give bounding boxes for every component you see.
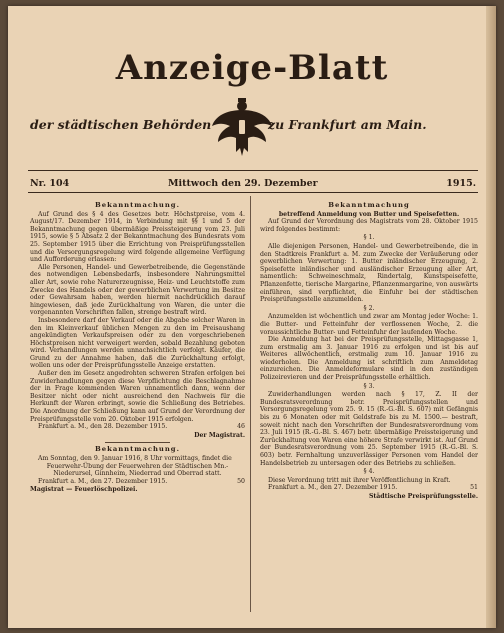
notice-paragraph: Auf Grund der Verordnung des Magistrats vom 28. Oktober 1915 wird folgendes bestimmt:: [260, 218, 478, 233]
top-rule: [28, 170, 478, 171]
notice-paragraph: Insbesondere darf der Verkauf oder die Abgabe solcher Waren in den im Kleinverkauf üblichen Mengen zu den im Preisaushang angekündigten Verkaufspreisen oder zu den vorgeschriebenen Höchstpreisen nicht verweigert werden, sobald Bezahlung geboten wird. Verhandlungen werden unnachsichtlich verfolgt. Käufer, die Grund zu der Annahme haben, daß die Zurückhaltung erfolgt, wollen uns oder der Preisprüfungsstelle Anzeige erstatten.: [30, 316, 245, 370]
notice-paragraph: Alle Personen, Handel- und Gewerbetreibende, die Gegenstände des notwendigen Lebensbedarfs, insbesondere Nahrungsmittel aller Art, sowie rohe Naturerzeugnisse, Heiz- und Leuchtstoffe zum Zwecke des Handels oder der gewerblichen Verwertung im Besitze oder Gewahrsam haben, werden hiermit nachdrücklich darauf hingewiesen, daß jede Zurückhaltung von Waren, die unter die vorgenannten Vorschriften fallen, strenge bestraft wird.: [30, 263, 245, 317]
column-divider: [250, 196, 251, 612]
masthead-subtitle-right: zu Frankfurt am Main.: [268, 117, 427, 132]
issue-year: 1915.: [446, 178, 476, 189]
notice-heading: Bekanntmachung.: [95, 201, 180, 209]
masthead-subtitle-left: der städtischen Behörden: [30, 117, 212, 132]
notice-paragraph: Diese Verordnung tritt mit ihrer Veröffentlichung in Kraft.: [268, 476, 451, 484]
newspaper-page: [8, 6, 496, 628]
notice-signature-place: [30, 423, 245, 431]
notice-subject: betreffend Anmeldung von Butter und Speisefetten.: [278, 210, 460, 218]
signature-place: Frankfurt a. M., den 28. Dezember 1915.: [38, 423, 168, 431]
notice-signature: [30, 486, 245, 494]
notice-paragraph: Alle diejenigen Personen, Handel- und Gewerbetreibende, die in den Stadtkreis Frankfurt a. M. zum Zwecke der Veräußerung oder gewerblichen Verwertung: 1. Butter inländischer Erzeugung, 2. Speisefette inländischer und ausländischer Erzeugung aller Art, namentlich: Schweineschmalz, Rindertalg, Kunstspeisefette, Pflanzenfette, tierische Margarine, Pflanzenmargarine, von auswärts einführen, sind verpflichtet, die Einfuhr bei der städtischen Preisprüfungsstelle anzumelden.: [260, 242, 478, 304]
issue-number: Nr. 104: [30, 178, 70, 189]
separator-rule: [105, 442, 170, 443]
section-number: § 3.: [363, 382, 375, 390]
left-column: [30, 202, 245, 496]
masthead-title: Anzeige-Blatt: [115, 48, 389, 88]
right-column: [260, 202, 478, 503]
notice-paragraph: Feuerwehr-Übung der Feuerwehren der Städtischen Mn.-Niederursel, Ginnheim, Niederrad und Oberrad statt.: [46, 462, 229, 478]
signature-place: Frankfurt a. M., den 27. Dezember 1915.: [38, 477, 168, 485]
notice-heading: Bekanntmachung.: [95, 445, 180, 454]
signature-reference: 50: [237, 477, 245, 485]
signature-reference: 51: [470, 484, 478, 492]
signature-reference: 46: [237, 423, 245, 431]
notice-heading: Bekanntmachung: [328, 201, 410, 209]
issue-date: Mittwoch den 29. Dezember: [168, 178, 318, 189]
notice-paragraph: Außer den im Gesetz angedrohten schweren Strafen erfolgen bei Zuwiderhandlungen gegen diese Verpflichtung die Beschlagnahme der in Frage kommenden Waren unnamentlich dann, wenn der Besitzer nicht oder nicht ausreichend den Nachweis für die Herkunft der Waren erbringt, sowie die Schließung des Betriebes. Die Anordnung der Schließung kann auf Grund der Verordnung der Preisprüfungsstelle vom 20. Oktober 1915 erfolgen.: [30, 370, 245, 423]
notice-signature: [30, 432, 245, 440]
notice-paragraph: Anzumelden ist wöchentlich und zwar am Montag jeder Woche: 1. die Butter- und Fetteinfuhr der verflossenen Woche, 2. die voraussichtliche Butter- und Fetteinfuhr der laufenden Woche.: [260, 313, 478, 336]
bottom-rule: [28, 192, 478, 193]
signature-authority: Der Magistrat.: [194, 431, 245, 439]
notice-paragraph: Am Sonntag, den 9. Januar 1916, 8 Uhr vormittags, findet die: [38, 455, 232, 462]
notice-signature: [260, 493, 478, 501]
notice-paragraph: Auf Grund des § 4 des Gesetzes betr. Höchstpreise, vom 4. August/17. Dezember 1914, in Verbindung mit §§ 1 und 5 der Bekanntmachung gegen übermäßige Preissteigerung vom 23. Juli 1915, sowie § 5 Absatz 2 der Bekanntmachung des Bundesrats vom 25. September 1915 über die Errichtung von Preisprüfungsstellen und die Versorgungsregelung wird folgende allgemeine Verfügung und Aufforderung erlassen:: [30, 210, 245, 264]
section-number: § 1.: [363, 234, 375, 242]
notice-signature-place: [30, 478, 245, 486]
signature-authority: Magistrat — Feuerlöschpolizei.: [30, 486, 138, 494]
signature-authority: Städtische Preisprüfungsstelle.: [368, 492, 478, 500]
notice-signature-place: [260, 484, 478, 492]
section-number: § 2.: [363, 304, 375, 312]
eagle-icon: [210, 96, 274, 160]
notice-paragraph: Zuwiderhandlungen werden nach § 17, Z. II der Bundesratsverordnung betr. Preisprüfungsstellen und Versorgungsregelung vom 25. 9. 15 (R.-G.-Bl. S. 607) mit Gefängnis bis zu 6 Monaten oder mit Geldstrafe bis zu M. 1500.— bestraft, soweit nicht nach den Vorschriften der Bundesratsverordnung vom 23. Juli 1915 (R.-G.-Bl. S. 467) betr. übermäßige Preissteigerung und Zurückhaltung von Waren eine höhere Strafe verwirkt ist. Auf Grund der Bundesratsverordnung vom 25. September 1915 (R.-G.-Bl. S. 603) betr. Fernhaltung unzuverlässiger Personen vom Handel der Handelsbetrieb zu untersagen oder des Betriebs zu schließen.: [260, 391, 478, 467]
signature-place: Frankfurt a. M., den 27. Dezember 1915.: [268, 484, 398, 492]
notice-paragraph: Die Anmeldung hat bei der Preisprüfungsstelle, Mittagsgasse 1, zum erstmalig am 3. Januar 1916 zu erfolgen und ist bis auf Weiteres allwöchentlich, erstmalig zum 10. Januar 1916 zu wiederholen. Die Anmeldung ist schriftlich zum Anmeldetag einzureichen. Die Anmeldeformulare sind in den zuständigen Polizeirevieren und der Preisprüfungsstelle erhältlich.: [260, 336, 478, 382]
section-number: § 4.: [363, 468, 375, 476]
